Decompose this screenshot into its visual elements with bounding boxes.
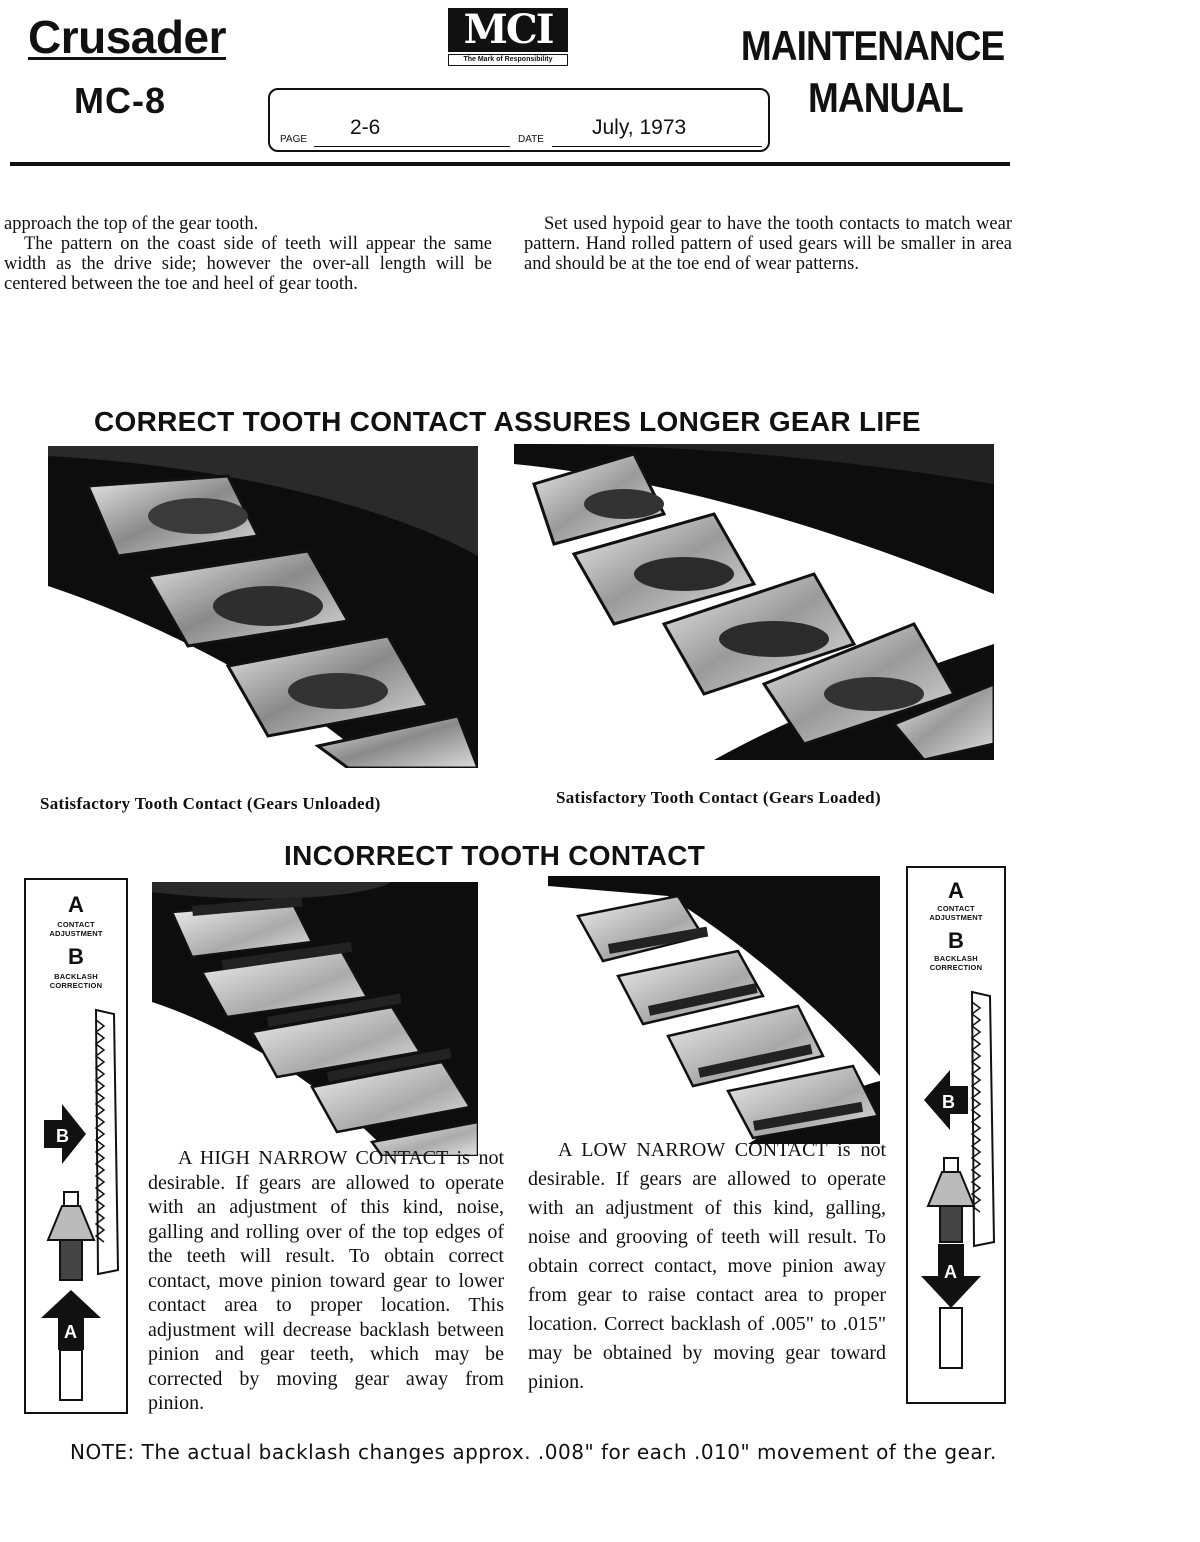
svg-text:B: B [56,1126,69,1146]
gear-photo-loaded [514,444,994,760]
adjustment-diagram-right [906,866,1006,1404]
svg-text:B: B [942,1092,955,1112]
logo-tagline: The Mark of Responsibility [448,54,568,66]
date-label: DATE [518,134,544,145]
model-number: MC-8 [74,80,166,121]
backlash-note [70,1440,997,1464]
intro-left-p2: The pattern on the coast side of teeth will appear the same width as the drive side; however the over-all length will be centered between the toe and heel of gear tooth. [4,234,492,294]
intro-right-p1: Set used hypoid gear to have the tooth contacts to match wear pattern. Hand rolled pattern of used gears will be smaller in area and should be at the toe end of wear patterns. [524,214,1012,274]
adjustment-diagram-left [24,878,128,1414]
high-contact-text: A HIGH NARROW CONTACT is not desirable. If gears are allowed to operate with an adjustment of this kind, noise, galling and rolling over of the top edges of the teeth will result. To obtain correct contact, move pinion toward gear to lower contact area to proper location. This adjustment will decrease backlash between pinion and gear teeth, which may be corrected by moving gear away from pinion. [148,1147,504,1414]
note-text: The actual backlash changes approx. .008" for each .010" movement of the gear. [141,1440,997,1464]
diagram-right-letter-b: B [948,928,964,953]
low-contact-text: A LOW NARROW CONTACT is not desirable. If gears are allowed to operate with an adjustment of this kind, galling, noise and grooving of teeth will result. To obtain correct contact, move pinion away from gear to raise contact area to proper location. Correct backlash of .005" to .015" may be obtained by moving gear toward pinion. [528,1139,886,1393]
correct-contact-heading: CORRECT TOOTH CONTACT ASSURES LONGER GEAR LIFE [94,406,921,437]
pinion-assembly-right-icon [908,982,1004,1402]
date-value: July, 1973 [592,116,687,139]
high-contact-description [148,1146,504,1416]
diagram-left-letter-b: B [68,944,84,969]
diagram-right-label-b: BACKLASH CORRECTION [929,954,983,972]
logo-mark: MCI [448,8,568,52]
diagram-left-label-a: CONTACT ADJUSTMENT [49,920,103,938]
diagram-right-label-a: CONTACT ADJUSTMENT [929,904,983,922]
gear-photo-high-contact [152,882,478,1156]
diagram-right-letter-a: A [948,878,964,903]
svg-text:A: A [944,1262,957,1282]
manual-title-line1: MAINTENANCE [740,22,1004,69]
manual-title-line2: MANUAL [808,74,963,121]
incorrect-contact-heading: INCORRECT TOOTH CONTACT [284,840,706,871]
page-info-box [268,88,770,152]
note-label: NOTE: [70,1440,135,1464]
diagram-left-label-b: BACKLASH CORRECTION [49,972,103,990]
svg-text:A: A [64,1322,77,1342]
date-underline [552,146,762,147]
mci-logo [448,8,570,66]
caption-unloaded: Satisfactory Tooth Contact (Gears Unloaded) [40,794,381,813]
caption-loaded: Satisfactory Tooth Contact (Gears Loaded) [556,788,881,807]
low-contact-description [528,1136,886,1397]
intro-right-column [524,214,1012,274]
page-label: PAGE [280,134,308,145]
gear-photo-unloaded [48,446,478,768]
header-rule [10,162,1010,166]
page-underline [314,146,510,147]
intro-left-p1: approach the top of the gear tooth. [4,214,259,234]
intro-left-column [4,214,492,294]
page-number: 2-6 [350,116,381,139]
gear-photo-low-contact [548,876,880,1144]
brand-title: Crusader [28,11,226,63]
diagram-left-letter-a: A [68,892,84,917]
pinion-assembly-left-icon [26,1000,126,1412]
